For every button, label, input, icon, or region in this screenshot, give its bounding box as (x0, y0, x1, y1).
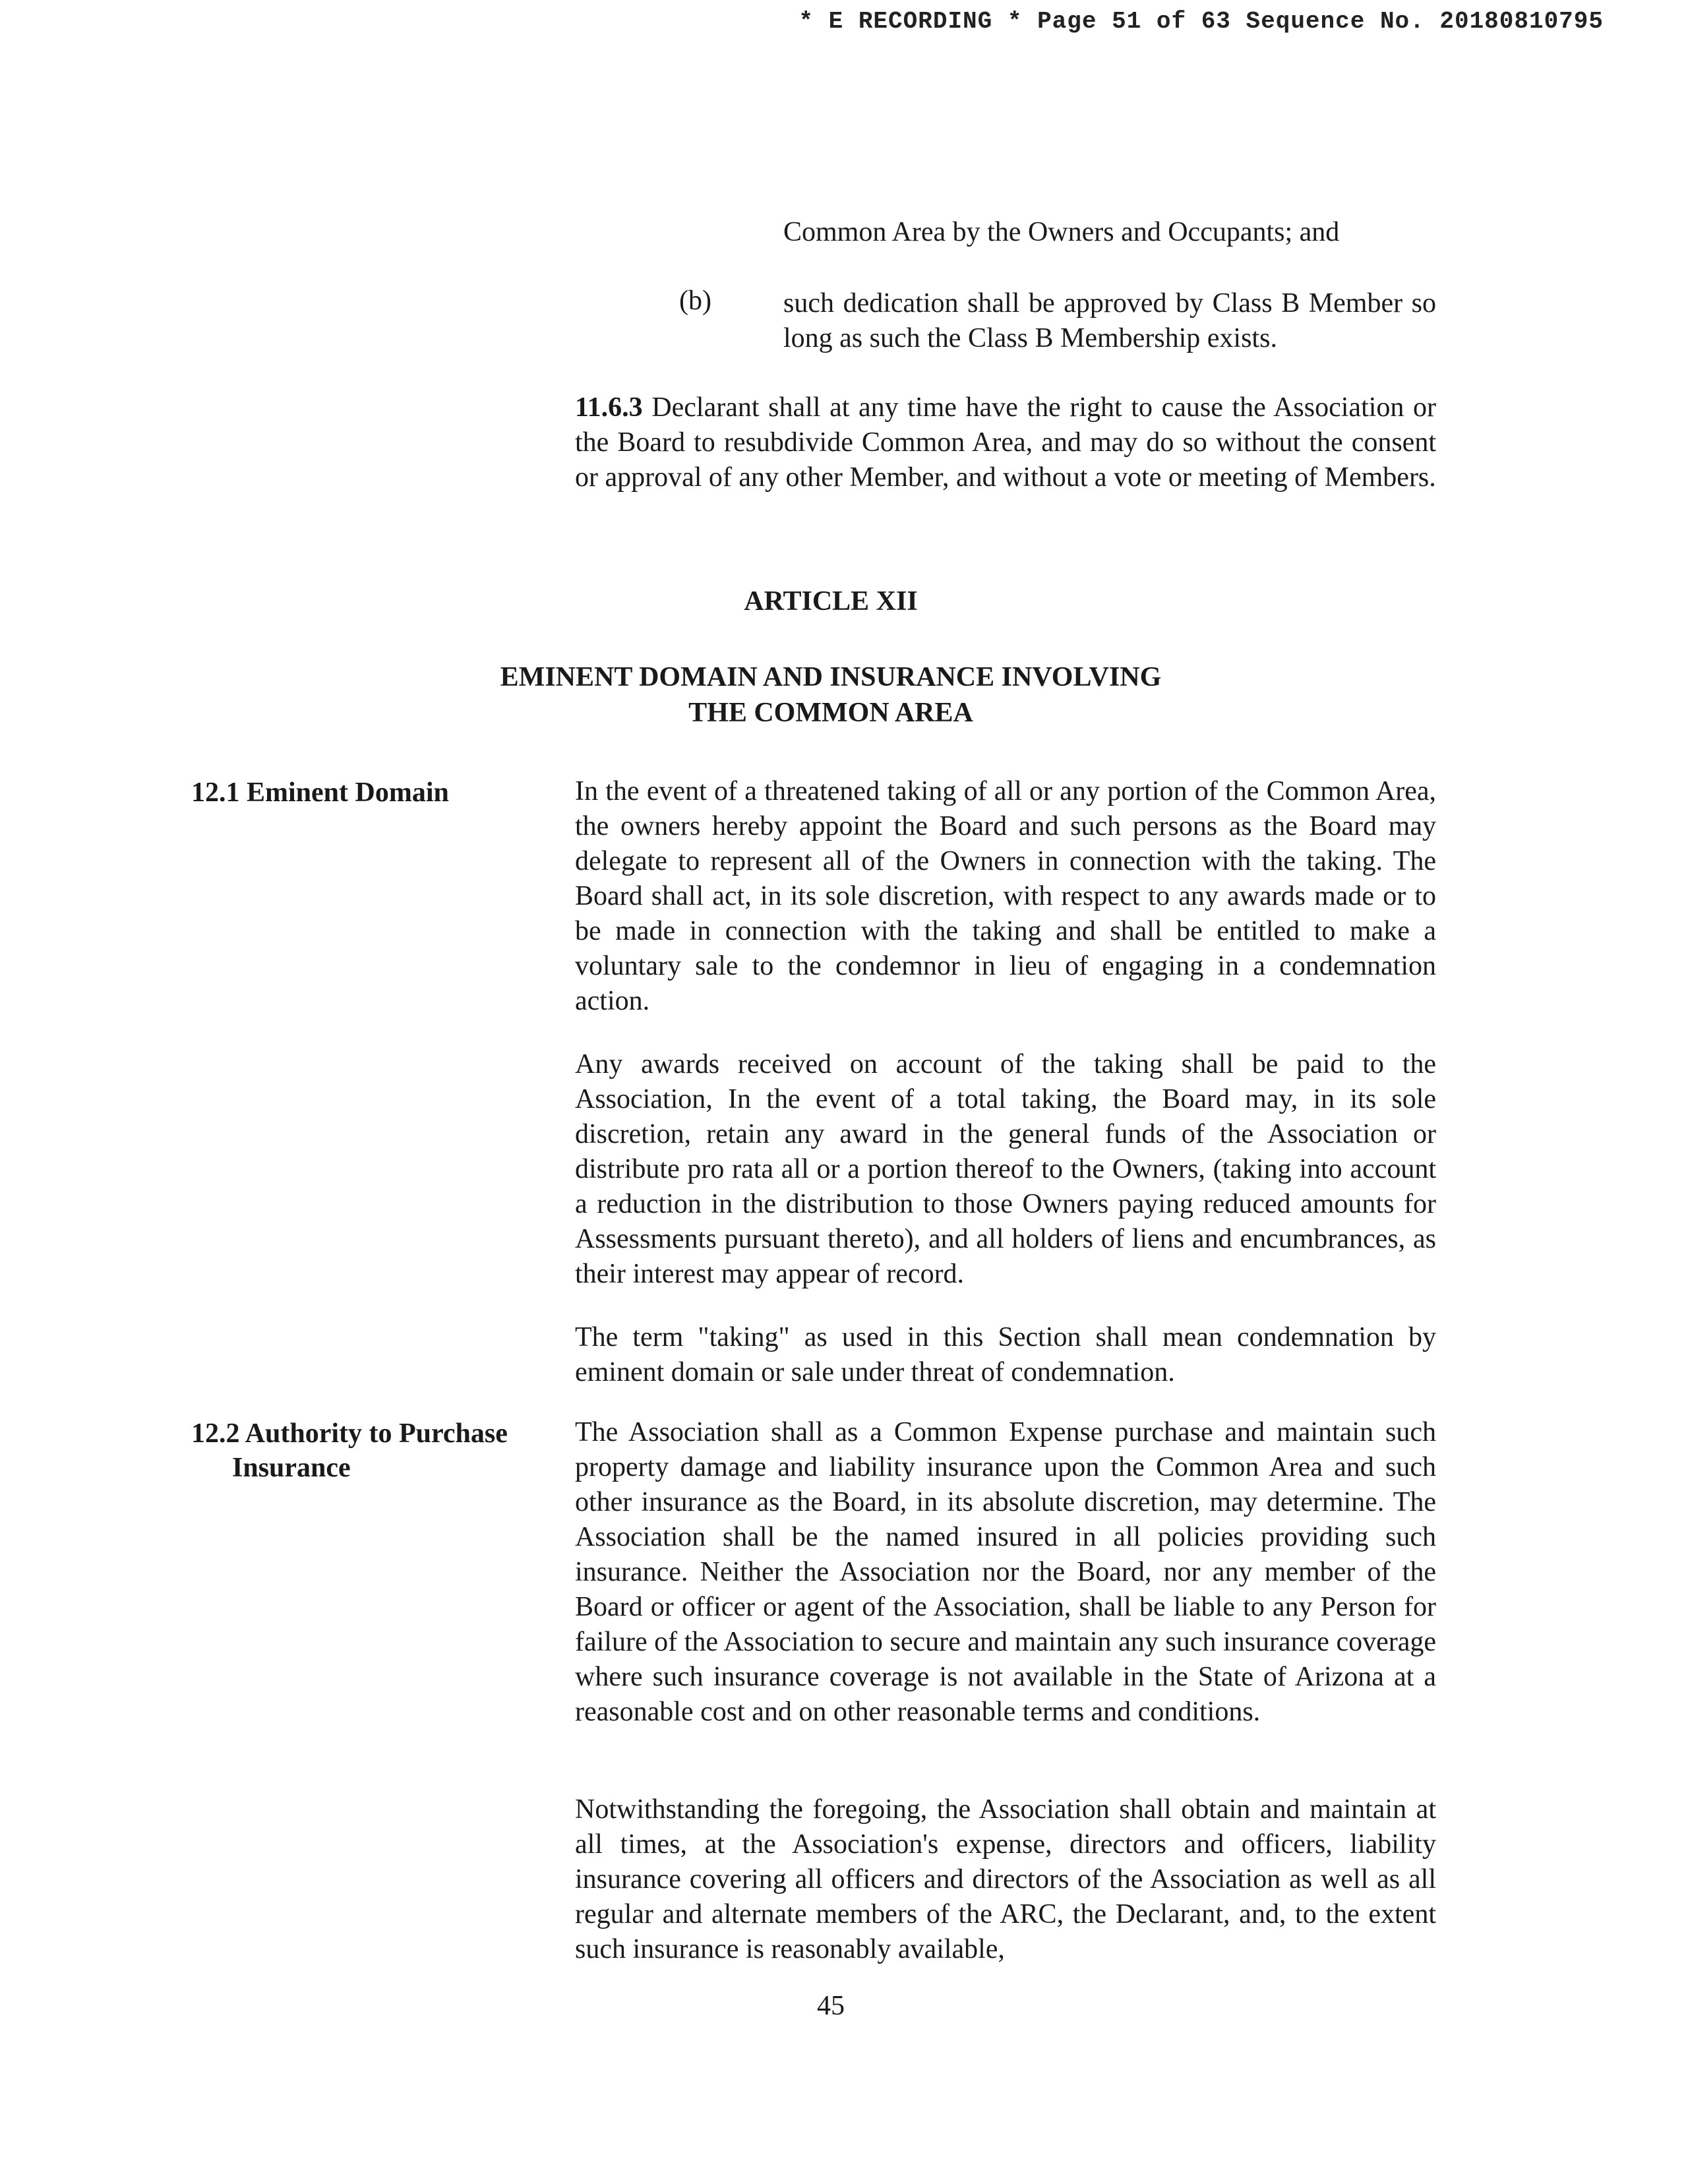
section-12-1-paragraph-3: The term "taking" as used in this Section shall mean condemnation by eminent domain or sale under threat of condemnation. (575, 1322, 1436, 1387)
article-number: ARTICLE XII (744, 586, 918, 617)
continuation-line: Common Area by the Owners and Occupants; and (783, 217, 1340, 247)
section-12-2-label-line-1: 12.2 Authority to Purchase (191, 1418, 508, 1449)
article-heading (0, 659, 1662, 731)
section-12-1-paragraph-2: Any awards received on account of the taking shall be paid to the Association, In the event of a total taking, the Board may, in its sole discretion, retain any award in the general funds of the Association or distribute pro rata all or a portion thereof to the Owners, (taking into account a reduction in the distribution to those Owners paying reduced amounts for Assessments pursuant thereto), and all holders of liens and encumbrances, as their interest may appear of record. (575, 1049, 1436, 1289)
section-11-6-3-number: 11.6.3 (575, 392, 643, 423)
section-12-2-label-line-2: Insurance (232, 1453, 351, 1483)
section-12-1-label: 12.1 Eminent Domain (191, 777, 449, 808)
article-heading-line-1: EMINENT DOMAIN AND INSURANCE INVOLVING (500, 662, 1162, 692)
page-number: 45 (817, 1991, 845, 2021)
section-12-2-paragraph-2: Notwithstanding the foregoing, the Association shall obtain and maintain at all times, at the Association's expense, directors and officers, liability insurance covering all officers and directors of the Association as well as all regular and alternate members of the ARC, the Declarant, and, to the extent such insurance is reasonably available, (575, 1794, 1436, 1964)
section-12-1-paragraph-1: In the event of a threatened taking of all or any portion of the Common Area, the owners hereby appoint the Board and such persons as the Board may delegate to represent all of the Owners in connection with the taking. The Board shall act, in its sole discretion, with respect to any awards made or to be made in connection with the taking and shall be entitled to make a voluntary sale to the condemnor in lieu of engaging in a condemnation action. (575, 776, 1436, 1016)
section-11-6-3 (575, 390, 1436, 495)
section-12-2-label (191, 1416, 508, 1485)
sub-item-b-text: such dedication shall be approved by Class B Member so long as such the Class B Membership exists. (783, 288, 1436, 353)
section-11-6-3-text: Declarant shall at any time have the right to cause the Association or the Board to resubdivide Common Area, and may do so without the consent or approval of any other Member, and without a vote or meeting of Members. (575, 392, 1437, 493)
recording-stamp: * E RECORDING * Page 51 of 63 Sequence No. 20180810795 (799, 8, 1604, 35)
sub-item-b-label: (b) (679, 286, 711, 316)
section-12-2-paragraph-1: The Association shall as a Common Expense purchase and maintain such property damage and liability insurance upon the Common Area and such other insurance as the Board, in its absolute discretion, may determine. The Association shall be the named insured in all policies providing such insurance. Neither the Association nor the Board, nor any member of the Board or officer or agent of the Association, shall be liable to any Person for failure of the Association to secure and maintain any such insurance coverage where such insurance coverage is not available in the State of Arizona at a reasonable cost and on other reasonable terms and conditions. (575, 1417, 1436, 1727)
article-heading-line-2: THE COMMON AREA (688, 698, 973, 728)
